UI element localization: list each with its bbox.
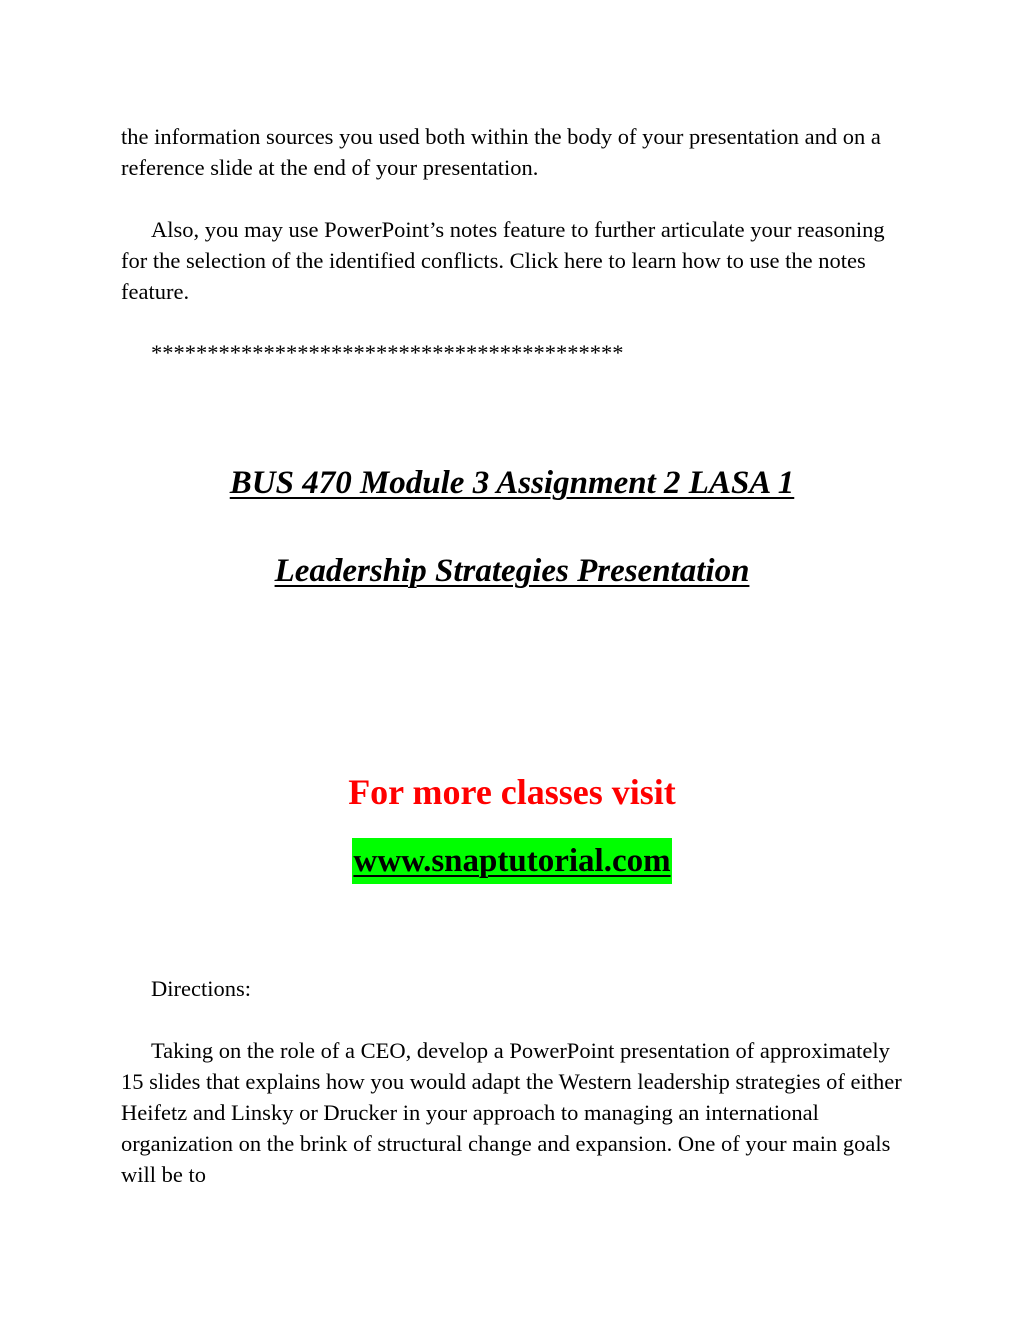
assignment-subtitle: Leadership Strategies Presentation — [274, 553, 750, 589]
promo-link[interactable]: www.snaptutorial.com — [352, 838, 671, 884]
separator-asterisks: ****************************************** — [151, 340, 624, 365]
promo-link-container — [0, 838, 1024, 884]
directions-paragraph: Taking on the role of a CEO, develop a PowerPoint presentation of approximately 15 slides that explains how you would adapt the Western leadership strategies of either Heifetz and Linsky or Drucker in your approach to managing an international organization on the brink of structural change and expansion. One of your main goals will be to — [121, 1038, 902, 1187]
paragraph-notes-feature: Also, you may use PowerPoint’s notes feature to further articulate your reasoning for the selection of the identified conflicts. Click here to learn how to use the notes feature. — [121, 217, 885, 304]
paragraph-information-sources: the information sources you used both within the body of your presentation and on a reference slide at the end of your presentation. — [121, 124, 881, 180]
directions-label: Directions: — [151, 976, 251, 1001]
assignment-title: BUS 470 Module 3 Assignment 2 LASA 1 — [229, 465, 795, 501]
promo-text: For more classes visit — [348, 772, 676, 812]
